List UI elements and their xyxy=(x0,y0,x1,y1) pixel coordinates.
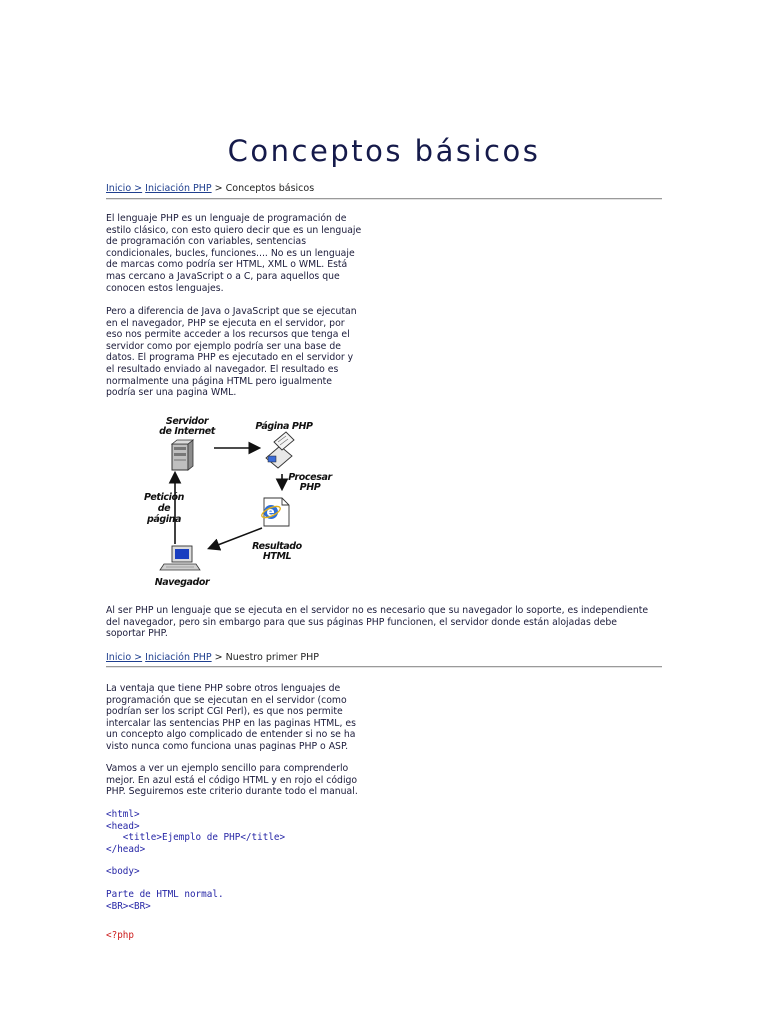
breadcrumb-separator: > xyxy=(214,652,223,663)
php-page-label: Página PHP xyxy=(255,421,313,432)
server-label: Servidor de Internet xyxy=(159,416,215,437)
code-php-open: <?php xyxy=(106,930,134,941)
breadcrumb-separator: > xyxy=(214,183,223,194)
breadcrumb-section-link[interactable]: Iniciación PHP xyxy=(145,652,212,663)
divider xyxy=(106,198,662,199)
breadcrumb-home-link[interactable]: Inicio > xyxy=(106,652,143,663)
breadcrumb-current: Conceptos básicos xyxy=(225,183,315,194)
paragraph-independence: Al ser PHP un lenguaje que se ejecuta en el servidor no es necesario que su navegador lo soporte, es independiente del navegador, pero sin embargo para que sus páginas PHP funcionen, el servidor donde están alojadas debe soportar PHP. xyxy=(106,605,649,640)
request-label: Petición de página xyxy=(144,492,184,525)
result-html-label: Resultado HTML xyxy=(252,541,302,562)
section2-paragraph-2: Vamos a ver un ejemplo sencillo para comprenderlo mejor. En azul está el código HTML y en rojo el código PHP. Seguiremos este criterio durante todo el manual. xyxy=(106,763,358,798)
intro-paragraph-1: El lenguaje PHP es un lenguaje de programación de estilo clásico, con esto quiero decir que es un lenguaje de programación con variables, sentencias condicionales, bucles, funciones.... No es un lenguaje de marcas como podría ser HTML, XML o WML. Está mas cercano a JavaScript o a C, para aquellos que conocen estos lenguajes. xyxy=(106,213,362,294)
page-title: Conceptos básicos xyxy=(227,134,541,168)
breadcrumb-current: Nuestro primer PHP xyxy=(225,652,320,663)
computer-icon xyxy=(160,546,200,570)
section2-paragraph-1: La ventaja que tiene PHP sobre otros lenguajes de programación que se ejecutan en el servidor (como podrían ser los script CGI Perl), es que nos permite intercalar las sentencias PHP en las paginas HTML, es un concepto algo complicado de entender si no se ha visto nunca como funciona unas paginas PHP o ASP. xyxy=(106,683,356,752)
code-html-text: Parte de HTML normal. <BR><BR> xyxy=(106,889,224,912)
divider xyxy=(106,666,662,667)
breadcrumb-2 xyxy=(106,652,319,663)
intro-paragraph-2: Pero a diferencia de Java o JavaScript que se ejecutan en el navegador, PHP se ejecuta en el servidor, por eso nos permite acceder a los recursos que tenga el servidor como por ejemplo podría ser una base de datos. El programa PHP es ejecutado en el servidor y el resultado enviado al navegador. El resultado es normalmente una página HTML pero igualmente podría ser una pagina WML. xyxy=(106,306,357,399)
code-body-tag: <body> xyxy=(106,866,140,877)
php-page-icon xyxy=(266,432,294,468)
svg-text:e: e xyxy=(266,505,275,519)
code-html-head: <html> <head> <title>Ejemplo de PHP</title> </head> xyxy=(106,809,286,855)
html-document-icon xyxy=(260,498,289,526)
breadcrumb-home-link[interactable]: Inicio > xyxy=(106,183,143,194)
server-icon xyxy=(172,440,193,470)
process-php-label: Procesar PHP xyxy=(288,472,332,493)
php-flow-diagram xyxy=(140,412,350,594)
breadcrumb-section-link[interactable]: Iniciación PHP xyxy=(145,183,212,194)
browser-label: Navegador xyxy=(154,577,210,588)
breadcrumb xyxy=(106,183,314,194)
